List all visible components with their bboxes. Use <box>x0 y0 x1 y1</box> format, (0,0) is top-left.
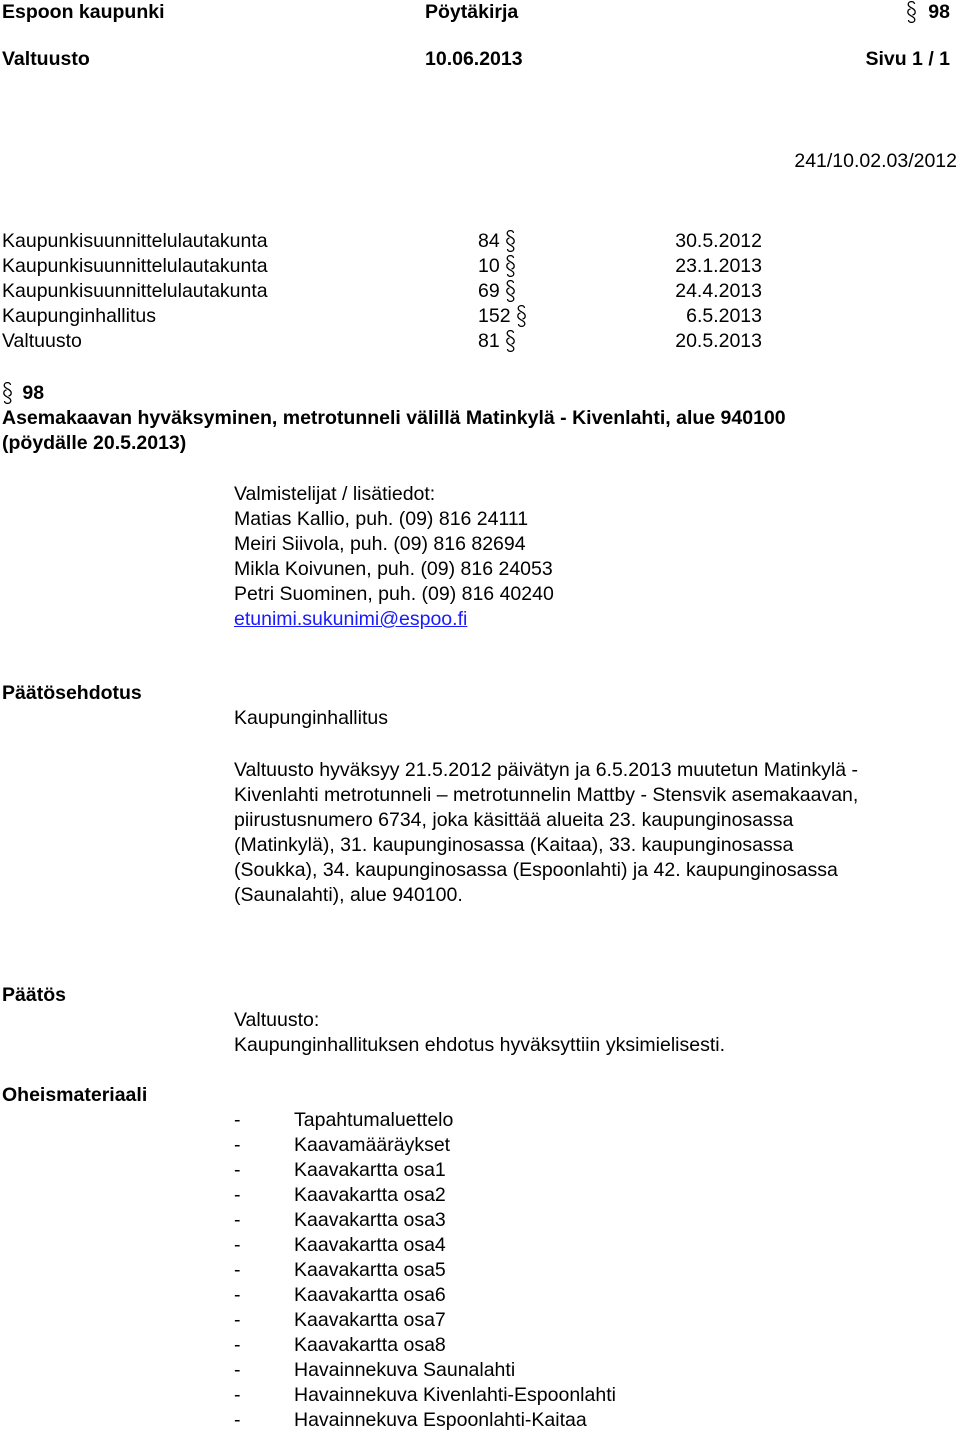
history-org: Kaupunkisuunnittelulautakunta <box>2 280 268 302</box>
section-sign-icon <box>505 330 516 352</box>
history-row <box>2 279 762 304</box>
history-row <box>2 254 762 279</box>
section-sign-icon <box>505 280 516 302</box>
history-row <box>2 329 762 354</box>
proposal-text-line: piirustusnumero 6734, joka käsittää alueita 23. kaupunginosassa <box>234 809 794 831</box>
history-row <box>2 229 762 254</box>
section-sign-icon <box>505 230 516 252</box>
preparer-contact: Petri Suominen, puh. (09) 816 40240 <box>234 583 554 605</box>
history-org: Kaupunginhallitus <box>2 305 156 327</box>
history-number: 69 <box>478 279 516 304</box>
decision-label: Päätös <box>2 984 66 1006</box>
history-number: 81 <box>478 329 516 354</box>
history-date: 20.5.2013 <box>675 330 762 352</box>
history-org: Kaupunkisuunnittelulautakunta <box>2 255 268 277</box>
proposal-text-line: (Saunalahti), alue 940100. <box>234 884 463 906</box>
item-title-continued: (pöydälle 20.5.2013) <box>2 432 187 454</box>
proposal-text-line: Kivenlahti metrotunneli – metrotunnelin Mattby - Stensvik asemakaavan, <box>234 784 859 806</box>
history-date: 30.5.2012 <box>675 230 762 252</box>
preparers-heading: Valmistelijat / lisätiedot: <box>234 483 436 505</box>
history-org: Valtuusto <box>2 330 82 352</box>
attachments-label: Oheismateriaali <box>2 1084 148 1106</box>
decision-text: Kaupunginhallituksen ehdotus hyväksyttiin yksimielisesti. <box>234 1034 726 1056</box>
history-org: Kaupunkisuunnittelulautakunta <box>2 230 268 252</box>
email-link[interactable]: etunimi.sukunimi@espoo.fi <box>234 608 468 630</box>
section-sign-icon <box>516 305 527 327</box>
section-sign-icon <box>906 1 917 23</box>
preparer-email-wrap <box>234 607 467 632</box>
history-date: 6.5.2013 <box>686 305 762 327</box>
doc-type: Pöytäkirja <box>425 1 519 23</box>
proposal-text-line: (Matinkylä), 31. kaupunginosassa (Kaitaa), 33. kaupunginosassa <box>234 834 794 856</box>
proposer: Kaupunginhallitus <box>234 707 388 729</box>
page-indicator: Sivu 1 / 1 <box>865 48 950 70</box>
body-name: Valtuusto <box>2 48 90 70</box>
proposal-text-line: (Soukka), 34. kaupunginosassa (Espoonlahti) ja 42. kaupunginosassa <box>234 859 838 881</box>
history-date: 24.4.2013 <box>675 280 762 302</box>
proposal-label: Päätösehdotus <box>2 682 142 704</box>
item-number: 98 <box>2 381 44 406</box>
history-number: 152 <box>478 304 527 329</box>
decision-body: Valtuusto: <box>234 1009 320 1031</box>
preparer-contact: Mikla Koivunen, puh. (09) 816 24053 <box>234 558 553 580</box>
section-sign-icon <box>505 255 516 277</box>
meeting-date: 10.06.2013 <box>425 48 523 70</box>
preparer-contact: Meiri Siivola, puh. (09) 816 82694 <box>234 533 526 555</box>
header-section-number: 98 <box>906 0 950 25</box>
history-number: 84 <box>478 229 516 254</box>
reference-number: 241/10.02.03/2012 <box>794 150 957 172</box>
section-sign-icon <box>2 382 13 404</box>
history-number: 10 <box>478 254 516 279</box>
history-date: 23.1.2013 <box>675 255 762 277</box>
city-name: Espoon kaupunki <box>2 1 165 23</box>
item-title: Asemakaavan hyväksyminen, metrotunneli välillä Matinkylä - Kivenlahti, alue 940100 <box>2 407 786 429</box>
history-row <box>2 304 762 329</box>
preparer-contact: Matias Kallio, puh. (09) 816 24111 <box>234 508 529 530</box>
proposal-text-line: Valtuusto hyväksyy 21.5.2012 päivätyn ja 6.5.2013 muutetun Matinkylä - <box>234 759 859 781</box>
